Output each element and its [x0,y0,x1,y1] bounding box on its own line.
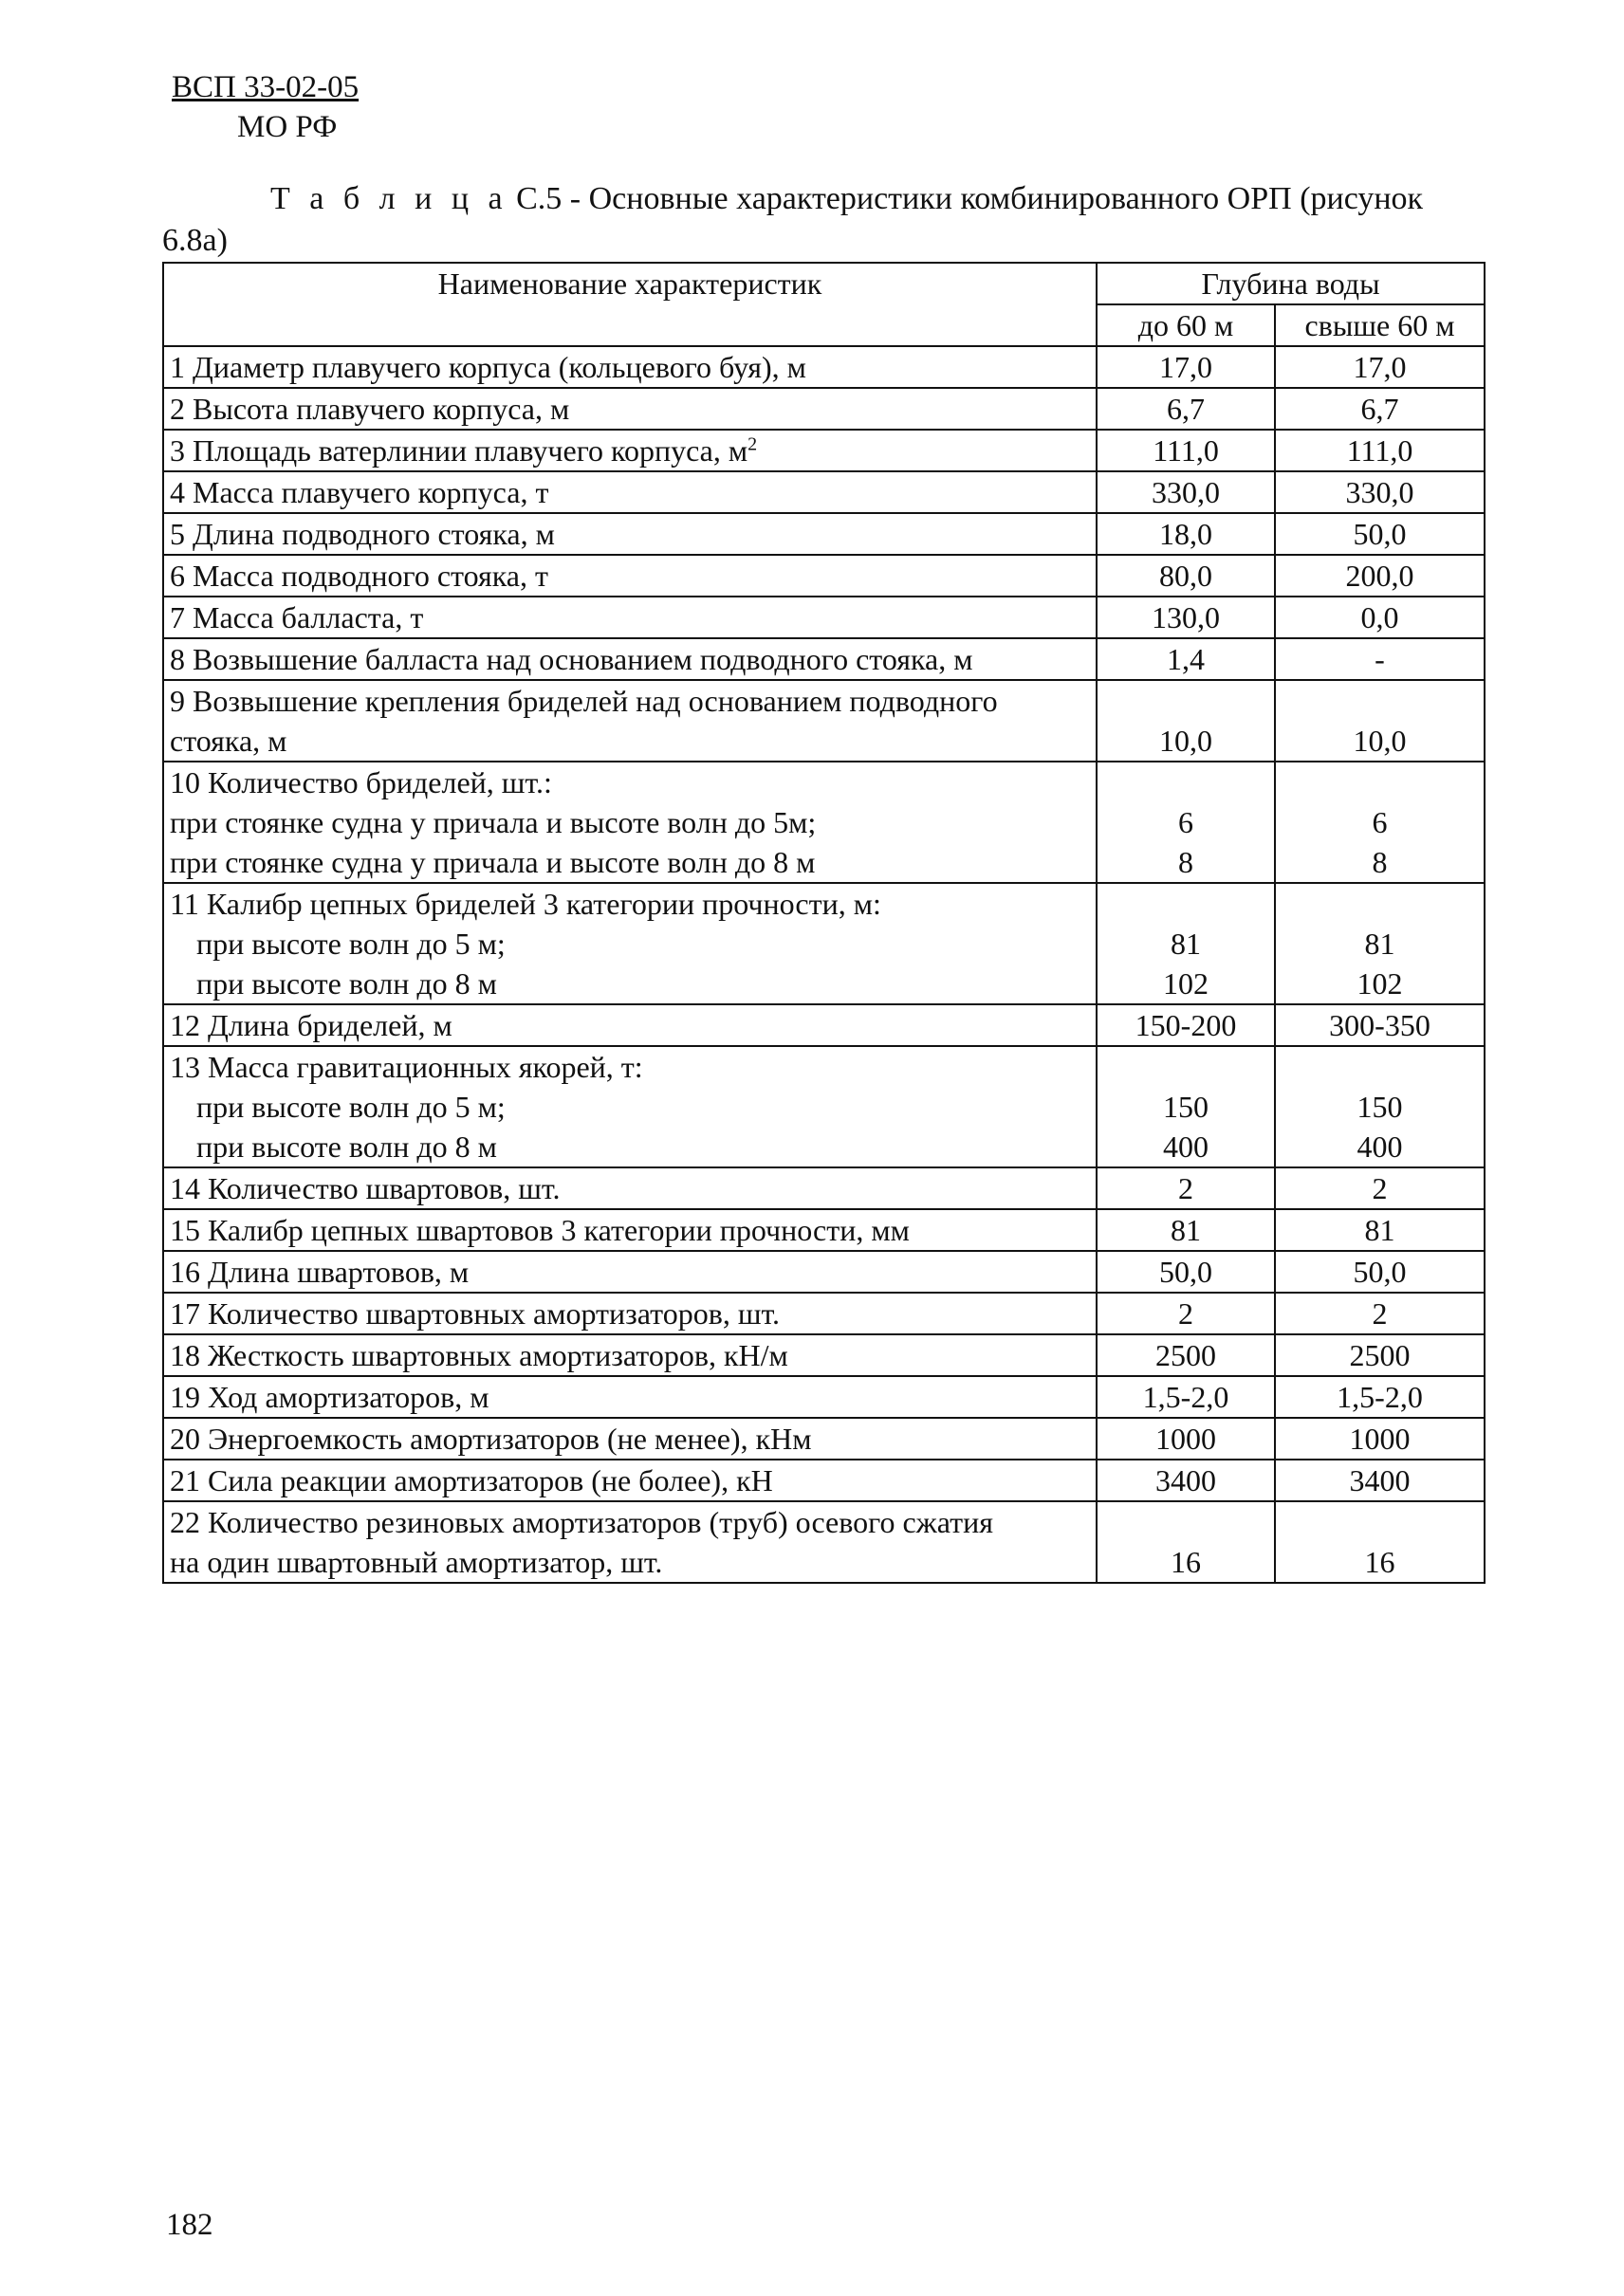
value-line: 8 [1178,845,1193,879]
value-depth-up-to-60 [1097,1376,1275,1418]
table-row [163,1418,1485,1460]
value-depth-up-to-60 [1097,597,1275,638]
value-line [1103,884,1268,924]
value-depth-over-60 [1275,883,1485,1004]
value-depth-over-60 [1275,1460,1485,1501]
value-line: 6,7 [1360,392,1399,426]
value-depth-up-to-60 [1097,638,1275,680]
table-row [163,430,1485,471]
value-line: 102 [1356,966,1403,1001]
value-line [1282,884,1478,924]
value-line: 6 [1372,805,1388,839]
value-line: 330,0 [1152,475,1220,509]
value-depth-up-to-60 [1097,346,1275,388]
value-line: 8 [1372,845,1388,879]
value-line [1103,1047,1268,1087]
characteristic-name [163,1501,1097,1583]
value-line [1103,1502,1268,1542]
value-depth-over-60 [1275,1334,1485,1376]
value-line: 2 [1372,1171,1388,1205]
value-depth-over-60 [1275,388,1485,430]
table-row [163,1167,1485,1209]
value-depth-up-to-60 [1097,762,1275,883]
characteristic-line: 18 Жесткость швартовных амортизаторов, кН/м [170,1338,788,1372]
characteristic-line: при высоте волн до 8 м [196,966,497,1001]
value-line: 150-200 [1135,1008,1237,1042]
value-depth-over-60 [1275,597,1485,638]
characteristic-name [163,1167,1097,1209]
characteristic-name [163,762,1097,883]
value-depth-over-60 [1275,762,1485,883]
table-row [163,1046,1485,1167]
value-depth-up-to-60 [1097,388,1275,430]
value-depth-over-60 [1275,1501,1485,1583]
characteristics-table [162,262,1486,1584]
characteristic-name [163,597,1097,638]
document-org: МО РФ [237,110,338,144]
characteristic-line: 1 Диаметр плавучего корпуса (кольцевого буя), м [170,350,806,384]
value-depth-over-60 [1275,1293,1485,1334]
value-depth-over-60 [1275,680,1485,762]
characteristic-name [163,1418,1097,1460]
value-line: 1,4 [1167,642,1205,676]
table-row [163,883,1485,1004]
value-line: 50,0 [1159,1255,1212,1289]
page-number: 182 [166,2208,213,2242]
table-row [163,1460,1485,1501]
value-line: - [1375,642,1385,676]
header-characteristic-name: Наименование характеристик [163,263,1097,346]
table-row [163,555,1485,597]
characteristic-name [163,555,1097,597]
value-depth-over-60 [1275,1046,1485,1167]
value-depth-up-to-60 [1097,1460,1275,1501]
value-line [1103,762,1268,802]
value-line: 330,0 [1345,475,1414,509]
characteristic-line: стояка, м [170,724,287,758]
value-line: 2 [1178,1296,1193,1331]
characteristic-name [163,1251,1097,1293]
characteristic-name [163,346,1097,388]
table-header-row [163,263,1485,304]
value-line: 17,0 [1353,350,1407,384]
table-row [163,346,1485,388]
characteristic-line: при высоте волн до 5 м; [196,1090,506,1124]
value-line [1282,1502,1478,1542]
table-row [163,513,1485,555]
characteristic-name [163,1209,1097,1251]
value-depth-over-60 [1275,1167,1485,1209]
value-line: 80,0 [1159,559,1212,593]
value-line: 2500 [1155,1338,1216,1372]
characteristic-name [163,883,1097,1004]
value-line: 16 [1171,1545,1201,1579]
value-line [1282,1047,1478,1087]
characteristic-line: 16 Длина швартовов, м [170,1255,470,1289]
value-line: 50,0 [1353,517,1407,551]
value-line: 1000 [1155,1422,1216,1456]
table-row [163,1376,1485,1418]
value-line: 111,0 [1346,433,1413,468]
value-line: 81 [1364,927,1395,961]
characteristic-line: 4 Масса плавучего корпуса, т [170,475,549,509]
characteristic-line: при высоте волн до 5 м; [196,927,506,961]
value-line: 50,0 [1353,1255,1407,1289]
characteristic-line: 10 Количество бриделей, шт.: [170,765,552,799]
value-depth-up-to-60 [1097,513,1275,555]
table-row [163,1251,1485,1293]
value-line: 130,0 [1152,600,1220,634]
table-row [163,1501,1485,1583]
table-row [163,388,1485,430]
value-depth-over-60 [1275,1209,1485,1251]
table-row [163,1334,1485,1376]
characteristic-line: 8 Возвышение балласта над основанием подводного стояка, м [170,642,973,676]
value-depth-up-to-60 [1097,430,1275,471]
value-depth-over-60 [1275,555,1485,597]
characteristic-name [163,1334,1097,1376]
table-row [163,471,1485,513]
characteristic-name [163,1376,1097,1418]
value-depth-over-60 [1275,1418,1485,1460]
table-row [163,1209,1485,1251]
value-depth-up-to-60 [1097,1501,1275,1583]
value-depth-over-60 [1275,638,1485,680]
value-depth-over-60 [1275,471,1485,513]
characteristic-line: 5 Длина подводного стояка, м [170,517,555,551]
header-depth-over-60: свыше 60 м [1275,304,1485,346]
value-depth-over-60 [1275,1004,1485,1046]
value-line: 18,0 [1159,517,1212,551]
value-line: 102 [1163,966,1209,1001]
characteristic-line: 2 Высота плавучего корпуса, м [170,392,570,426]
value-line: 400 [1356,1130,1403,1164]
value-line: 3400 [1155,1463,1216,1497]
value-line: 400 [1163,1130,1209,1164]
characteristic-name [163,471,1097,513]
value-line: 17,0 [1159,350,1212,384]
value-depth-up-to-60 [1097,555,1275,597]
characteristic-line: 12 Длина бриделей, м [170,1008,452,1042]
value-line: 81 [1171,1213,1201,1247]
value-depth-over-60 [1275,430,1485,471]
value-line: 2 [1178,1171,1193,1205]
characteristic-line: 11 Калибр цепных бриделей 3 категории прочности, м: [170,887,881,921]
characteristic-name [163,388,1097,430]
characteristic-line: 14 Количество швартовов, шт. [170,1171,561,1205]
characteristic-line: 17 Количество швартовных амортизаторов, шт. [170,1296,781,1331]
table-body [163,346,1485,1583]
caption-number: С.5 [516,181,563,216]
value-depth-over-60 [1275,1376,1485,1418]
value-depth-up-to-60 [1097,680,1275,762]
caption-prefix: Т а б л и ц а [270,181,508,216]
value-depth-up-to-60 [1097,1046,1275,1167]
value-line: 81 [1364,1213,1395,1247]
characteristic-name [163,1004,1097,1046]
value-line: 10,0 [1353,724,1407,758]
value-line: 3400 [1349,1463,1411,1497]
characteristic-name [163,430,1097,471]
header-depth-up-to-60: до 60 м [1097,304,1275,346]
value-line: 150 [1163,1090,1209,1124]
value-line: 81 [1171,927,1201,961]
characteristic-line: 7 Масса балласта, т [170,600,424,634]
value-line: 1000 [1349,1422,1411,1456]
value-line [1282,762,1478,802]
characteristic-line: при стоянке судна у причала и высоте волн до 8 м [170,845,816,879]
caption-text: - Основные характеристики комбинированного ОРП (рисунок 6.8а) [162,181,1424,258]
characteristic-line: 15 Калибр цепных швартовов 3 категории прочности, мм [170,1213,910,1247]
characteristic-name [163,1046,1097,1167]
characteristic-line: 19 Ход амортизаторов, м [170,1380,489,1414]
value-line: 0,0 [1360,600,1399,634]
table-row [163,638,1485,680]
characteristic-name [163,638,1097,680]
table-row [163,597,1485,638]
value-line [1282,681,1478,721]
header-water-depth: Глубина воды [1097,263,1485,304]
value-line: 6 [1178,805,1193,839]
characteristic-line: 6 Масса подводного стояка, т [170,559,548,593]
characteristic-line: 9 Возвышение крепления бриделей над основанием подводного [170,684,998,718]
value-depth-up-to-60 [1097,1418,1275,1460]
value-depth-over-60 [1275,346,1485,388]
characteristic-line: 20 Энергоемкость амортизаторов (не менее), кНм [170,1422,812,1456]
value-line: 200,0 [1345,559,1414,593]
value-depth-up-to-60 [1097,1167,1275,1209]
characteristic-line: 13 Масса гравитационных якорей, т: [170,1050,643,1084]
characteristic-line: 22 Количество резиновых амортизаторов (труб) осевого сжатия [170,1505,993,1539]
table-row [163,680,1485,762]
value-line: 150 [1356,1090,1403,1124]
characteristic-name [163,1460,1097,1501]
characteristic-name [163,513,1097,555]
table-row [163,1293,1485,1334]
value-line [1103,681,1268,721]
value-line: 6,7 [1167,392,1205,426]
unit-superscript: 2 [747,433,758,455]
value-depth-up-to-60 [1097,883,1275,1004]
value-depth-up-to-60 [1097,1334,1275,1376]
value-line: 1,5-2,0 [1337,1380,1423,1414]
value-line: 10,0 [1159,724,1212,758]
characteristic-name [163,1293,1097,1334]
value-line: 300-350 [1329,1008,1430,1042]
characteristic-line: 21 Сила реакции амортизаторов (не более), кН [170,1463,773,1497]
characteristic-name [163,680,1097,762]
value-line: 16 [1364,1545,1395,1579]
document-code: ВСП 33-02-05 [172,70,360,104]
value-depth-up-to-60 [1097,1251,1275,1293]
characteristic-line: при стоянке судна у причала и высоте волн до 5м; [170,805,817,839]
value-line: 2500 [1349,1338,1411,1372]
characteristic-line: при высоте волн до 8 м [196,1130,497,1164]
characteristic-line: на один швартовный амортизатор, шт. [170,1545,663,1579]
value-depth-over-60 [1275,1251,1485,1293]
value-depth-up-to-60 [1097,1209,1275,1251]
table-row [163,762,1485,883]
value-depth-up-to-60 [1097,1293,1275,1334]
table-caption [162,178,1481,262]
value-line: 111,0 [1153,433,1219,468]
characteristic-line: 3 Площадь ватерлинии плавучего корпуса, м [170,433,748,468]
table-row [163,1004,1485,1046]
value-depth-over-60 [1275,513,1485,555]
value-line: 2 [1372,1296,1388,1331]
value-depth-up-to-60 [1097,1004,1275,1046]
value-line: 1,5-2,0 [1142,1380,1229,1414]
value-depth-up-to-60 [1097,471,1275,513]
